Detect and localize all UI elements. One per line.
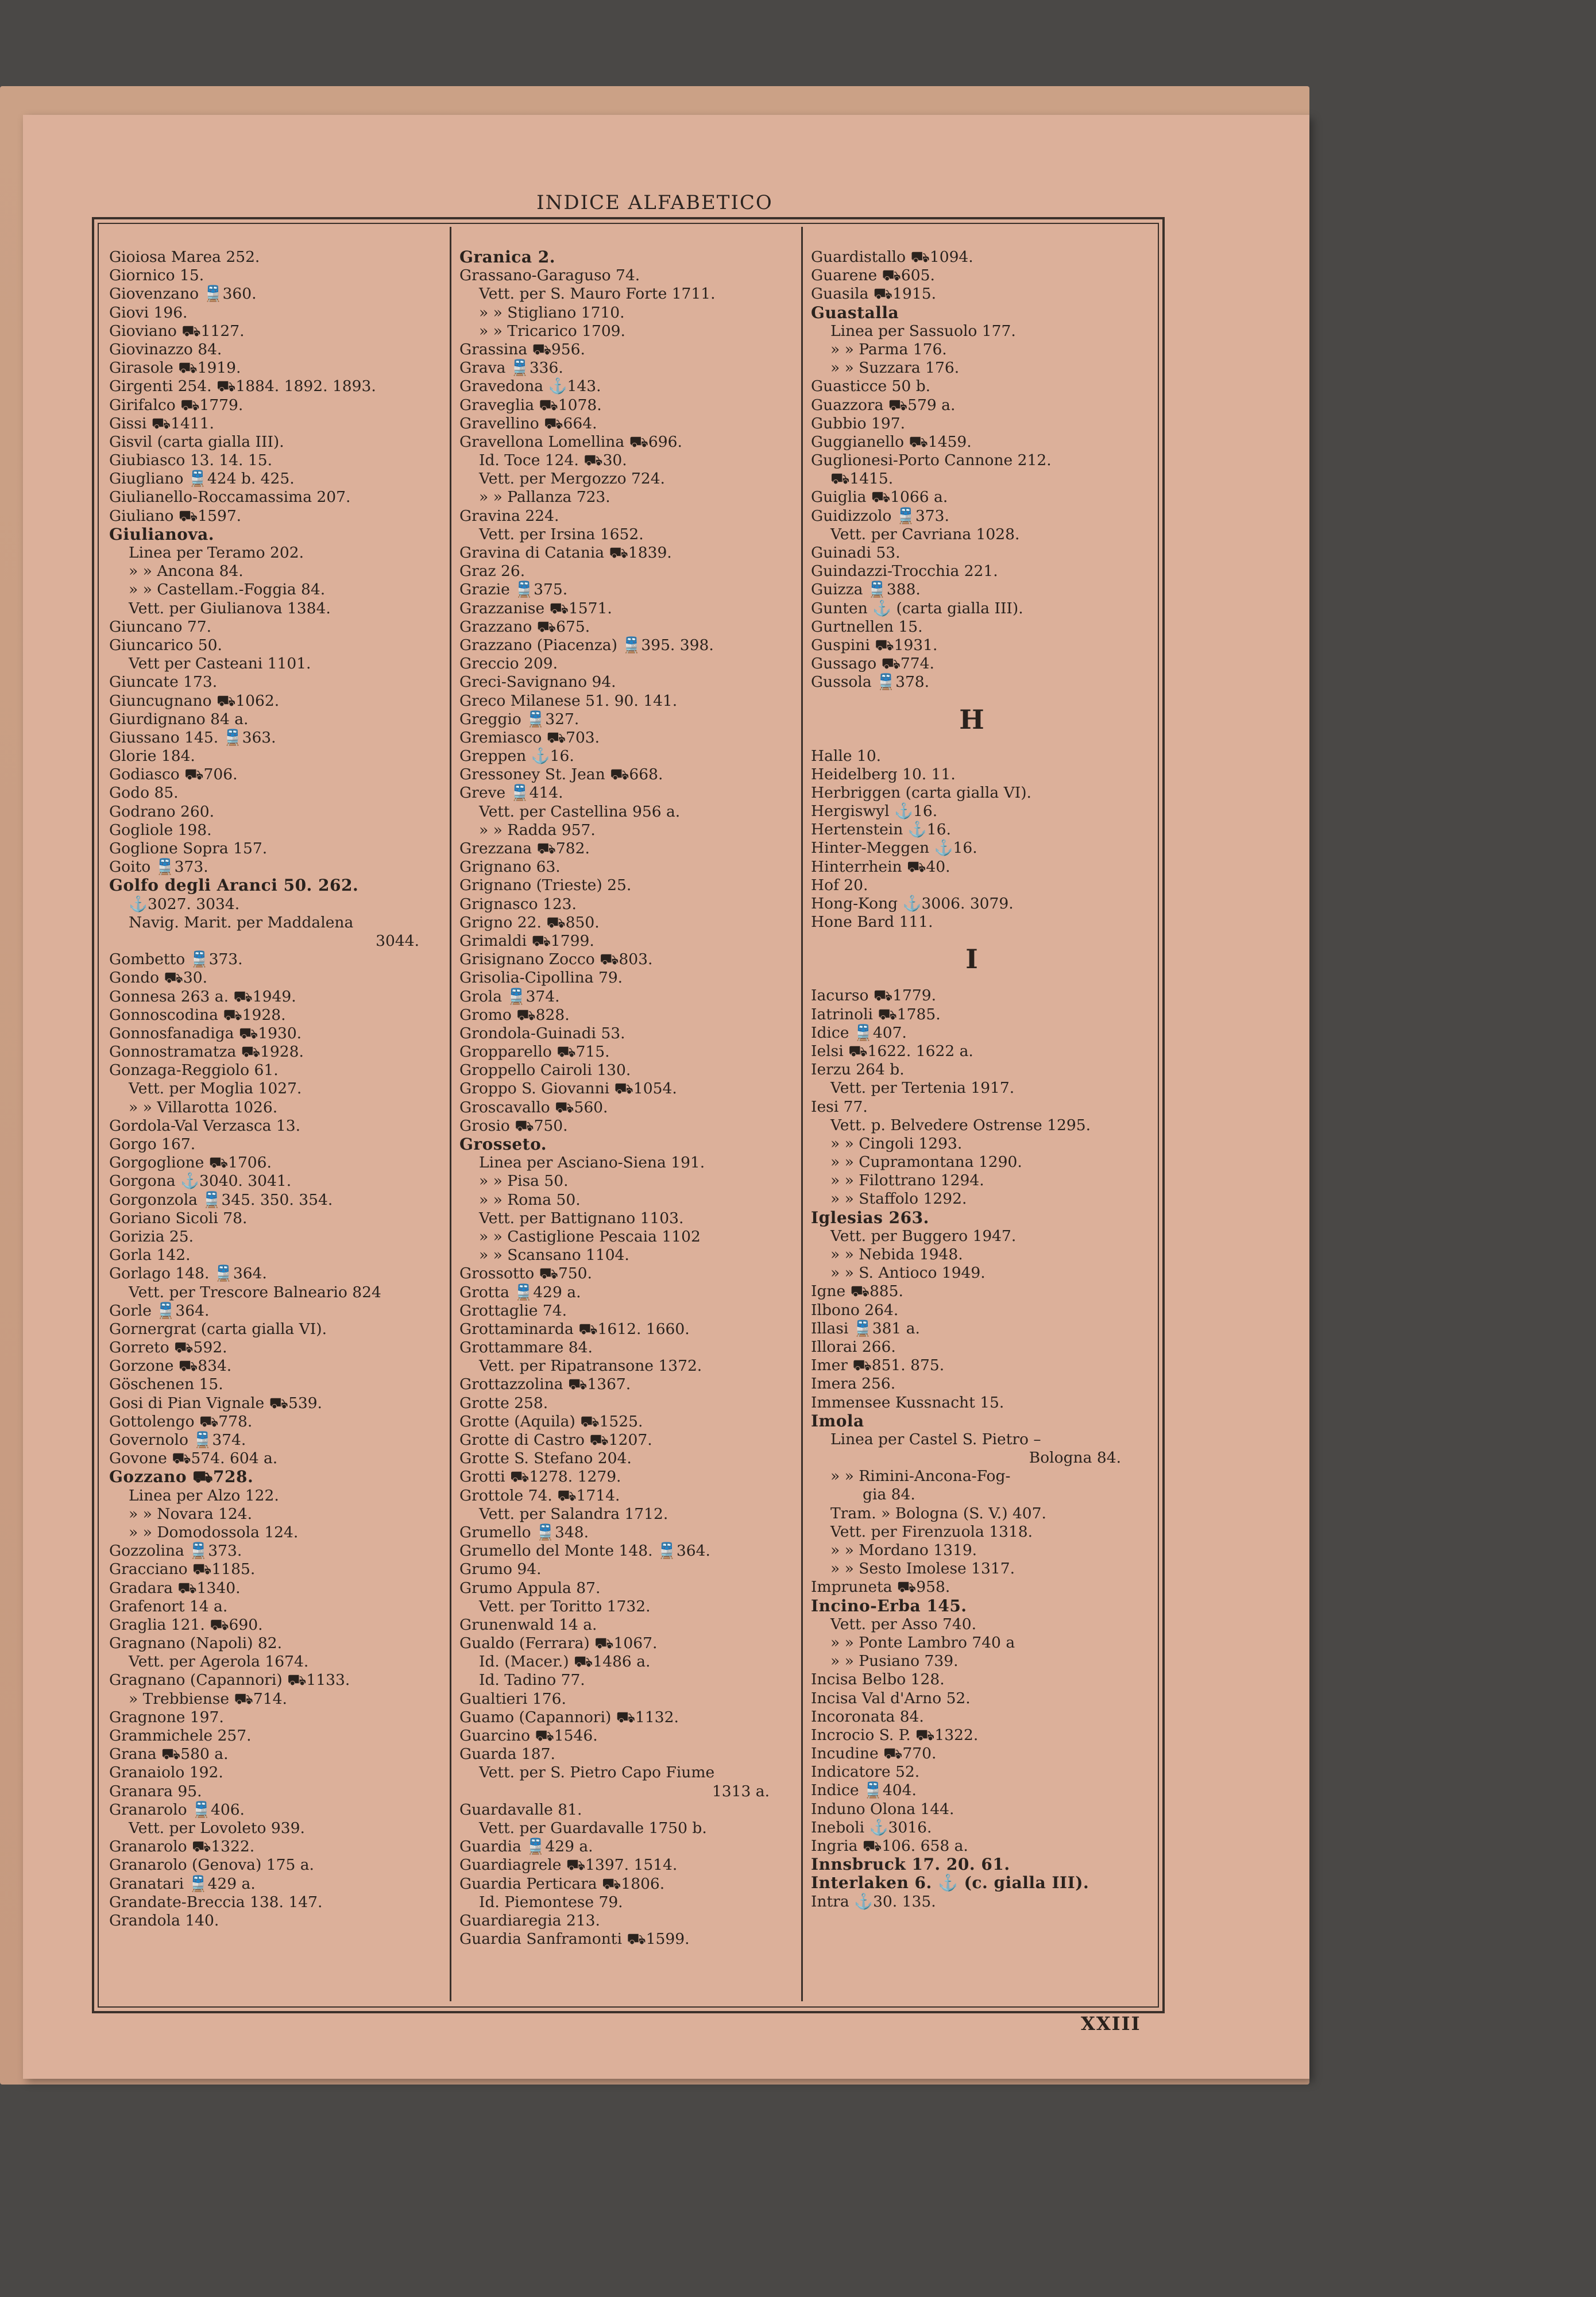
index-entry: Vett. per Mergozzo 724. bbox=[479, 470, 665, 488]
index-entry: Girasole ⛟1919. bbox=[109, 359, 241, 377]
index-entry: Hong-Kong ⚓3006. 3079. bbox=[811, 895, 1014, 912]
index-entry: Grandate-Breccia 138. 147. bbox=[109, 1893, 323, 1911]
index-entry: Gualtieri 176. bbox=[459, 1689, 566, 1708]
index-entry: Giubiasco 13. 14. 15. bbox=[109, 451, 273, 470]
index-entry: Girifalco ⛟1779. bbox=[109, 396, 244, 414]
index-entry: » » Ponte Lambro 740 a bbox=[830, 1633, 1015, 1652]
column-rule bbox=[801, 227, 803, 2001]
index-entry: Govone ⛟574. 604 a. bbox=[109, 1449, 278, 1468]
index-entry: Gragnone 197. bbox=[109, 1708, 224, 1726]
index-entry: Gozzano ⛟728. bbox=[109, 1467, 254, 1487]
index-entry: Goito 🚆373. bbox=[109, 858, 208, 876]
index-entry: Gorgonzola 🚆345. 350. 354. bbox=[109, 1190, 333, 1209]
index-entry: Grola 🚆374. bbox=[459, 987, 560, 1006]
index-entry: Vett. per Giulianova 1384. bbox=[129, 599, 331, 617]
index-entry: Gordola-Val Verzasca 13. bbox=[109, 1116, 301, 1135]
index-entry: Granica 2. bbox=[459, 248, 555, 266]
index-entry: Goglione Sopra 157. bbox=[109, 840, 268, 857]
index-entry: Grisignano Zocco ⛟803. bbox=[459, 950, 653, 969]
index-entry: » » Sesto Imolese 1317. bbox=[830, 1560, 1015, 1578]
index-entry: Governolo 🚆374. bbox=[109, 1431, 246, 1449]
index-entry: Illorai 266. bbox=[811, 1337, 896, 1356]
index-entry: Vett. per Castellina 956 a. bbox=[479, 802, 681, 821]
index-entry: Greve 🚆414. bbox=[459, 784, 563, 802]
index-entry: Guspini ⛟1931. bbox=[811, 636, 938, 654]
index-entry: Gropparello ⛟715. bbox=[459, 1043, 610, 1061]
index-entry: Grignasco 123. bbox=[459, 895, 577, 913]
index-entry: Graveglia ⛟1078. bbox=[459, 396, 602, 414]
index-entry: Giuncugnano ⛟1062. bbox=[109, 691, 280, 710]
index-entry: Gragnano (Napoli) 82. bbox=[109, 1634, 283, 1653]
index-entry: Linea per Asciano-Siena 191. bbox=[479, 1154, 705, 1172]
index-entry: Grosio ⛟750. bbox=[459, 1116, 568, 1135]
index-entry: Hergiswyl ⚓16. bbox=[811, 802, 938, 821]
index-entry: Ineboli ⚓3016. bbox=[811, 1818, 932, 1836]
index-entry: Guizza 🚆388. bbox=[811, 581, 921, 599]
index-entry: Grunenwald 14 a. bbox=[459, 1615, 597, 1634]
index-entry: Gonnosfanadiga ⛟1930. bbox=[109, 1024, 302, 1042]
index-entry: Intra ⚓30. 135. bbox=[811, 1892, 936, 1911]
index-entry: Granarolo (Genova) 175 a. bbox=[109, 1856, 314, 1874]
index-entry: » » Radda 957. bbox=[479, 821, 596, 839]
index-entry: Girgenti 254. ⛟1884. 1892. 1893. bbox=[109, 377, 376, 396]
index-entry: Guinadi 53. bbox=[811, 544, 901, 562]
index-entry: Grassina ⛟956. bbox=[459, 340, 585, 358]
index-entry: Godrano 260. bbox=[109, 802, 215, 821]
index-entry: Granara 95. bbox=[109, 1782, 202, 1800]
index-entry: Gravellona Lomellina ⛟696. bbox=[459, 432, 682, 451]
index-entry: Gorgoglione ⛟1706. bbox=[109, 1154, 272, 1172]
index-entry: Guarda 187. bbox=[459, 1745, 555, 1764]
index-entry: Ielsi ⛟1622. 1622 a. bbox=[811, 1042, 973, 1060]
index-entry: Gressoney St. Jean ⛟668. bbox=[459, 765, 663, 784]
index-entry: Vett. p. Belvedere Ostrense 1295. bbox=[830, 1116, 1091, 1134]
index-entry: Godo 85. bbox=[109, 784, 179, 802]
index-entry: Greccio 209. bbox=[459, 655, 558, 673]
index-entry: Gravedona ⚓143. bbox=[459, 377, 601, 396]
index-entry: Gonnostramatza ⛟1928. bbox=[109, 1043, 304, 1061]
index-entry: Giuncano 77. bbox=[109, 617, 212, 636]
index-entry: » » Nebida 1948. bbox=[830, 1246, 963, 1263]
index-entry: Gosi di Pian Vignale ⛟539. bbox=[109, 1394, 322, 1412]
index-entry: Vett. per S. Pietro Capo Fiume bbox=[479, 1764, 715, 1782]
index-entry: Guardavalle 81. bbox=[459, 1800, 582, 1819]
index-entry: Vett. per Cavriana 1028. bbox=[830, 525, 1020, 543]
index-entry: Granarolo 🚆406. bbox=[109, 1800, 245, 1819]
running-head: INDICE ALFABETICO bbox=[536, 191, 773, 214]
index-entry: Grumo 94. bbox=[459, 1560, 542, 1579]
index-entry: Grottaglie 74. bbox=[459, 1301, 567, 1320]
index-entry: Vett. per Agerola 1674. bbox=[129, 1653, 309, 1671]
index-entry: Gozzolina 🚆373. bbox=[109, 1542, 242, 1560]
index-entry: Vett. per Battignano 1103. bbox=[479, 1209, 684, 1227]
index-entry: » » Villarotta 1026. bbox=[129, 1098, 278, 1116]
index-entry: Gorla 142. bbox=[109, 1246, 191, 1264]
index-entry: Grammichele 257. bbox=[109, 1727, 252, 1745]
index-entry: 1313 a. bbox=[712, 1782, 770, 1800]
index-entry: Iesi 77. bbox=[811, 1097, 868, 1116]
index-entry: » » Ancona 84. bbox=[129, 562, 244, 581]
index-entry: Halle 10. bbox=[811, 747, 882, 765]
index-entry: Guasila ⛟1915. bbox=[811, 285, 937, 303]
index-entry: Giulianova. bbox=[109, 524, 215, 544]
index-entry: Id. Piemontese 79. bbox=[479, 1893, 623, 1911]
index-entry: Linea per Sassuolo 177. bbox=[830, 322, 1016, 340]
index-entry: Imer ⛟851. 875. bbox=[811, 1356, 945, 1375]
index-entry: Herbriggen (carta gialla VI). bbox=[811, 783, 1031, 802]
index-entry: Guggianello ⛟1459. bbox=[811, 432, 972, 451]
index-entry: Hinterrhein ⛟40. bbox=[811, 857, 950, 876]
index-entry: Giovenzano 🚆360. bbox=[109, 285, 257, 303]
index-entry: Gradara ⛟1340. bbox=[109, 1579, 241, 1597]
index-entry: » » Pisa 50. bbox=[479, 1172, 569, 1190]
index-entry: Grisolia-Cipollina 79. bbox=[459, 969, 623, 987]
index-entry: Grossotto ⛟750. bbox=[459, 1264, 592, 1283]
index-entry: Hertenstein ⚓16. bbox=[811, 821, 951, 839]
index-entry: » » Castellam.-Foggia 84. bbox=[129, 581, 326, 599]
index-entry: Gorgo 167. bbox=[109, 1135, 196, 1153]
index-entry: Gualdo (Ferrara) ⛟1067. bbox=[459, 1634, 658, 1653]
index-entry: Gombetto 🚆373. bbox=[109, 950, 243, 969]
index-entry: » Trebbiense ⛟714. bbox=[129, 1689, 287, 1708]
index-entry: Gonnesa 263 a. ⛟1949. bbox=[109, 987, 296, 1006]
index-entry: Grignano (Trieste) 25. bbox=[459, 876, 632, 895]
index-entry: Guasticce 50 b. bbox=[811, 377, 931, 396]
index-entry: 3044. bbox=[376, 931, 419, 950]
index-entry: Guardistallo ⛟1094. bbox=[811, 248, 973, 266]
index-entry: Heidelberg 10. 11. bbox=[811, 765, 956, 783]
index-entry: Goriano Sicoli 78. bbox=[109, 1209, 248, 1227]
index-entry: Godiasco ⛟706. bbox=[109, 765, 238, 784]
index-entry: Grumo Appula 87. bbox=[459, 1579, 601, 1597]
index-entry: Igne ⛟885. bbox=[811, 1282, 903, 1301]
index-entry: Linea per Castel S. Pietro – bbox=[830, 1430, 1041, 1448]
index-entry: Granatari 🚆429 a. bbox=[109, 1874, 256, 1893]
index-entry: » » Cupramontana 1290. bbox=[830, 1153, 1022, 1171]
index-entry: Tram. » Bologna (S. V.) 407. bbox=[830, 1504, 1046, 1522]
index-entry: Incudine ⛟770. bbox=[811, 1745, 937, 1763]
index-entry: Giussano 145. 🚆363. bbox=[109, 728, 276, 747]
index-entry: Giornico 15. bbox=[109, 266, 204, 285]
index-entry: Grumello 🚆348. bbox=[459, 1523, 589, 1541]
index-entry: Guarcino ⛟1546. bbox=[459, 1727, 598, 1745]
index-entry: Imera 256. bbox=[811, 1375, 896, 1393]
index-entry: Gussola 🚆378. bbox=[811, 673, 930, 691]
index-entry: Gravellino ⛟664. bbox=[459, 414, 597, 432]
index-entry: » » Stigliano 1710. bbox=[479, 303, 625, 322]
index-entry: Id. (Macer.) ⛟1486 a. bbox=[479, 1653, 651, 1671]
index-entry: Grotte 258. bbox=[459, 1394, 548, 1412]
index-entry: Vett. per Tertenia 1917. bbox=[830, 1079, 1015, 1097]
index-entry: Gorizia 25. bbox=[109, 1227, 194, 1246]
index-entry: Gondo ⛟30. bbox=[109, 969, 208, 987]
index-entry: Greco Milanese 51. 90. 141. bbox=[459, 691, 678, 710]
index-entry: Greppen ⚓16. bbox=[459, 747, 574, 765]
index-entry: » » Roma 50. bbox=[479, 1190, 581, 1209]
index-entry: Linea per Alzo 122. bbox=[129, 1486, 279, 1505]
index-entry: Guastalla bbox=[811, 303, 899, 322]
index-entry: Gioiosa Marea 252. bbox=[109, 248, 260, 266]
index-entry: Imola bbox=[811, 1411, 864, 1430]
index-entry: Gussago ⛟774. bbox=[811, 655, 934, 673]
index-entry: Grazie 🚆375. bbox=[459, 581, 568, 599]
index-entry: » » Staffolo 1292. bbox=[830, 1190, 967, 1208]
index-entry: Guidizzolo 🚆373. bbox=[811, 506, 949, 525]
index-entry: Grotte (Aquila) ⛟1525. bbox=[459, 1412, 643, 1430]
index-entry: Grignano 63. bbox=[459, 858, 561, 876]
index-entry: » » Filottrano 1294. bbox=[830, 1171, 984, 1190]
index-entry: » » Mordano 1319. bbox=[830, 1541, 977, 1559]
index-entry: Guardia 🚆429 a. bbox=[459, 1838, 593, 1856]
index-entry: Gravina 224. bbox=[459, 506, 559, 525]
index-entry: » » Scansano 1104. bbox=[479, 1246, 629, 1264]
index-entry: Gragnano (Capannori) ⛟1133. bbox=[109, 1671, 350, 1689]
index-entry: » » Pusiano 739. bbox=[830, 1652, 959, 1670]
index-entry: Grava 🚆336. bbox=[459, 359, 563, 377]
index-entry: Greggio 🚆327. bbox=[459, 710, 579, 728]
index-entry: Iacurso ⛟1779. bbox=[811, 987, 937, 1005]
index-entry: Indicatore 52. bbox=[811, 1763, 920, 1781]
index-entry: Gornergrat (carta gialla VI). bbox=[109, 1320, 327, 1338]
index-entry: Guardiagrele ⛟1397. 1514. bbox=[459, 1856, 678, 1874]
index-entry: Grottole 74. ⛟1714. bbox=[459, 1486, 620, 1505]
index-entry: Guglionesi-Porto Cannone 212. bbox=[811, 451, 1052, 470]
index-entry: Grandola 140. bbox=[109, 1911, 219, 1929]
index-entry: Glorie 184. bbox=[109, 747, 195, 765]
index-entry: Greci-Savignano 94. bbox=[459, 673, 616, 691]
index-entry: Gremiasco ⛟703. bbox=[459, 728, 600, 747]
index-entry: Giuncarico 50. bbox=[109, 636, 222, 654]
index-entry: Guindazzi-Trocchia 221. bbox=[811, 562, 998, 581]
index-entry: Grazzano ⛟675. bbox=[459, 617, 590, 636]
index-entry: Gorzone ⛟834. bbox=[109, 1357, 232, 1375]
index-entry: Granarolo ⛟1322. bbox=[109, 1838, 255, 1856]
index-entry: Ilbono 264. bbox=[811, 1301, 899, 1319]
index-entry: Grumello del Monte 148. 🚆364. bbox=[459, 1542, 710, 1560]
index-entry: ⛟1415. bbox=[830, 470, 894, 488]
index-entry: Gottolengo ⛟778. bbox=[109, 1412, 253, 1430]
index-entry: Impruneta ⛟958. bbox=[811, 1578, 950, 1596]
index-entry: Grazzanise ⛟1571. bbox=[459, 599, 612, 617]
index-entry: Incisa Val d'Arno 52. bbox=[811, 1689, 971, 1707]
section-letter: I bbox=[965, 943, 978, 975]
index-entry: Hinter-Meggen ⚓16. bbox=[811, 839, 977, 857]
index-entry: Grassano-Garaguso 74. bbox=[459, 266, 640, 285]
index-entry: Vett. per Asso 740. bbox=[830, 1615, 976, 1633]
column-rule bbox=[450, 227, 451, 2001]
index-entry: Guardia Sanframonti ⛟1599. bbox=[459, 1930, 690, 1948]
index-entry: Linea per Teramo 202. bbox=[129, 544, 304, 562]
index-entry: Gorle 🚆364. bbox=[109, 1301, 210, 1320]
index-entry: Idice 🚆407. bbox=[811, 1023, 907, 1042]
index-entry: Giugliano 🚆424 b. 425. bbox=[109, 470, 295, 488]
index-entry: Vett. per Firenzuola 1318. bbox=[830, 1522, 1033, 1541]
index-entry: Gracciano ⛟1185. bbox=[109, 1560, 256, 1579]
index-entry: Gromo ⛟828. bbox=[459, 1006, 570, 1024]
index-entry: Gioviano ⛟1127. bbox=[109, 322, 245, 340]
index-entry: Guazzora ⛟579 a. bbox=[811, 396, 956, 414]
index-entry: Vett. per Irsina 1652. bbox=[479, 525, 644, 543]
index-entry: » » Pallanza 723. bbox=[479, 488, 610, 506]
index-entry: Immensee Kussnacht 15. bbox=[811, 1393, 1004, 1412]
index-entry: Grimaldi ⛟1799. bbox=[459, 931, 594, 950]
index-entry: Giurdignano 84 a. bbox=[109, 710, 249, 728]
index-entry: Vett. per Ripatransone 1372. bbox=[479, 1357, 702, 1375]
index-entry: Vett. per Trescore Balneario 824 bbox=[129, 1283, 381, 1301]
index-entry: Gonnoscodina ⛟1928. bbox=[109, 1006, 286, 1024]
page-number: XXIII bbox=[1081, 2013, 1141, 2035]
index-entry: Gorlago 148. 🚆364. bbox=[109, 1264, 267, 1283]
index-entry: Grondola-Guinadi 53. bbox=[459, 1024, 625, 1042]
index-entry: Grottaminarda ⛟1612. 1660. bbox=[459, 1320, 690, 1338]
index-entry: Incisa Belbo 128. bbox=[811, 1670, 945, 1689]
index-entry: Gissi ⛟1411. bbox=[109, 414, 214, 432]
index-entry: Grottammare 84. bbox=[459, 1339, 593, 1357]
index-entry: Gravina di Catania ⛟1839. bbox=[459, 544, 672, 562]
index-entry: Guarene ⛟605. bbox=[811, 266, 935, 285]
index-entry: Graglia 121. ⛟690. bbox=[109, 1615, 263, 1634]
index-entry: Gorgona ⚓3040. 3041. bbox=[109, 1172, 292, 1190]
index-entry: Giovi 196. bbox=[109, 303, 188, 322]
index-entry: Golfo degli Aranci 50. 262. bbox=[109, 876, 359, 895]
index-entry: Grotte S. Stefano 204. bbox=[459, 1449, 632, 1468]
index-entry: » » Parma 176. bbox=[830, 340, 947, 358]
index-entry: Gorreto ⛟592. bbox=[109, 1339, 227, 1357]
index-entry: Indice 🚆404. bbox=[811, 1781, 917, 1800]
index-entry: Iatrinoli ⛟1785. bbox=[811, 1005, 941, 1023]
index-entry: Giuncate 173. bbox=[109, 673, 218, 691]
index-entry: Vett. per S. Mauro Forte 1711. bbox=[479, 285, 716, 303]
index-entry: Vett. per Lovoleto 939. bbox=[129, 1819, 305, 1837]
index-entry: Iglesias 263. bbox=[811, 1208, 929, 1227]
index-entry: Vett. per Moglia 1027. bbox=[129, 1080, 302, 1098]
index-entry: » » Domodossola 124. bbox=[129, 1523, 299, 1541]
index-entry: Guiglia ⛟1066 a. bbox=[811, 488, 948, 506]
index-entry: gia 84. bbox=[863, 1486, 915, 1504]
index-entry: Grotti ⛟1278. 1279. bbox=[459, 1468, 621, 1486]
index-entry: Id. Tadino 77. bbox=[479, 1671, 585, 1689]
index-entry: Grotte di Castro ⛟1207. bbox=[459, 1431, 652, 1449]
index-entry: Grotta 🚆429 a. bbox=[459, 1283, 581, 1301]
index-entry: Incrocio S. P. ⛟1322. bbox=[811, 1726, 979, 1744]
index-entry: Groppo S. Giovanni ⛟1054. bbox=[459, 1080, 677, 1098]
index-entry: Granaiolo 192. bbox=[109, 1764, 223, 1782]
index-entry: Groscavallo ⛟560. bbox=[459, 1098, 608, 1116]
index-entry: Giuliano ⛟1597. bbox=[109, 506, 242, 525]
index-entry: Illasi 🚆381 a. bbox=[811, 1319, 920, 1337]
index-entry: Grazzano (Piacenza) 🚆395. 398. bbox=[459, 636, 714, 654]
index-entry: » » Cingoli 1293. bbox=[830, 1134, 963, 1153]
section-letter: H bbox=[959, 703, 984, 735]
index-entry: Hone Bard 111. bbox=[811, 913, 933, 931]
index-entry: Grafenort 14 a. bbox=[109, 1597, 228, 1615]
index-entry: Vett. per Salandra 1712. bbox=[479, 1505, 668, 1523]
index-entry: Hof 20. bbox=[811, 876, 868, 894]
index-entry: Ingria ⛟106. 658 a. bbox=[811, 1837, 968, 1855]
index-entry: Gubbio 197. bbox=[811, 414, 906, 432]
index-entry: Incoronata 84. bbox=[811, 1707, 924, 1726]
index-entry: Guardia Perticara ⛟1806. bbox=[459, 1874, 665, 1893]
index-entry: Innsbruck 17. 20. 61. bbox=[811, 1855, 1010, 1874]
index-column-1 bbox=[109, 248, 431, 1930]
index-entry: Gurtnellen 15. bbox=[811, 617, 923, 636]
index-entry: Induno Olona 144. bbox=[811, 1800, 954, 1818]
index-entry: Grana ⛟580 a. bbox=[109, 1745, 229, 1764]
index-entry: Vett. per Toritto 1732. bbox=[479, 1597, 651, 1615]
index-entry: Incino-Erba 145. bbox=[811, 1596, 967, 1615]
index-entry: ⚓3027. 3034. bbox=[129, 895, 240, 913]
index-entry: Grezzana ⛟782. bbox=[459, 840, 590, 857]
index-column-3 bbox=[811, 248, 1133, 1911]
index-entry: Gogliole 198. bbox=[109, 821, 212, 839]
index-entry: Id. Toce 124. ⛟30. bbox=[479, 451, 627, 470]
index-entry: Gunten ⚓ (carta gialla III). bbox=[811, 599, 1023, 617]
index-entry: » » Castiglione Pescaia 1102 bbox=[479, 1227, 701, 1246]
index-entry: Interlaken 6. ⚓ (c. gialla III). bbox=[811, 1873, 1089, 1893]
index-entry: Vett. per Guardavalle 1750 b. bbox=[479, 1819, 707, 1837]
index-entry: Gonzaga-Reggiolo 61. bbox=[109, 1061, 279, 1080]
index-entry: Grottazzolina ⛟1367. bbox=[459, 1375, 631, 1394]
index-entry: » » Rimini-Ancona-Fog- bbox=[830, 1467, 1011, 1486]
index-entry: Grigno 22. ⛟850. bbox=[459, 913, 600, 931]
index-entry: » » S. Antioco 1949. bbox=[830, 1264, 986, 1282]
index-entry: Giovinazzo 84. bbox=[109, 340, 222, 358]
index-entry: Navig. Marit. per Maddalena bbox=[129, 913, 354, 931]
index-entry: Göschenen 15. bbox=[109, 1375, 223, 1394]
index-entry: Guamo (Capannori) ⛟1132. bbox=[459, 1708, 679, 1726]
index-entry: Gisvil (carta gialla III). bbox=[109, 432, 284, 451]
index-entry: Groppello Cairoli 130. bbox=[459, 1061, 631, 1080]
index-entry: Grosseto. bbox=[459, 1135, 547, 1154]
index-entry: Bologna 84. bbox=[1029, 1449, 1121, 1467]
index-entry: » » Suzzara 176. bbox=[830, 359, 960, 377]
index-entry: Giulianello-Roccamassima 207. bbox=[109, 488, 351, 506]
index-entry: » » Novara 124. bbox=[129, 1505, 253, 1523]
index-entry: Vett. per Buggero 1947. bbox=[830, 1227, 1017, 1245]
index-entry: Graz 26. bbox=[459, 562, 525, 581]
index-entry: Vett per Casteani 1101. bbox=[129, 655, 311, 673]
index-entry: » » Tricarico 1709. bbox=[479, 322, 625, 340]
index-column-2 bbox=[459, 248, 781, 1948]
index-entry: Guardiaregia 213. bbox=[459, 1911, 600, 1929]
index-entry: Ierzu 264 b. bbox=[811, 1061, 905, 1079]
